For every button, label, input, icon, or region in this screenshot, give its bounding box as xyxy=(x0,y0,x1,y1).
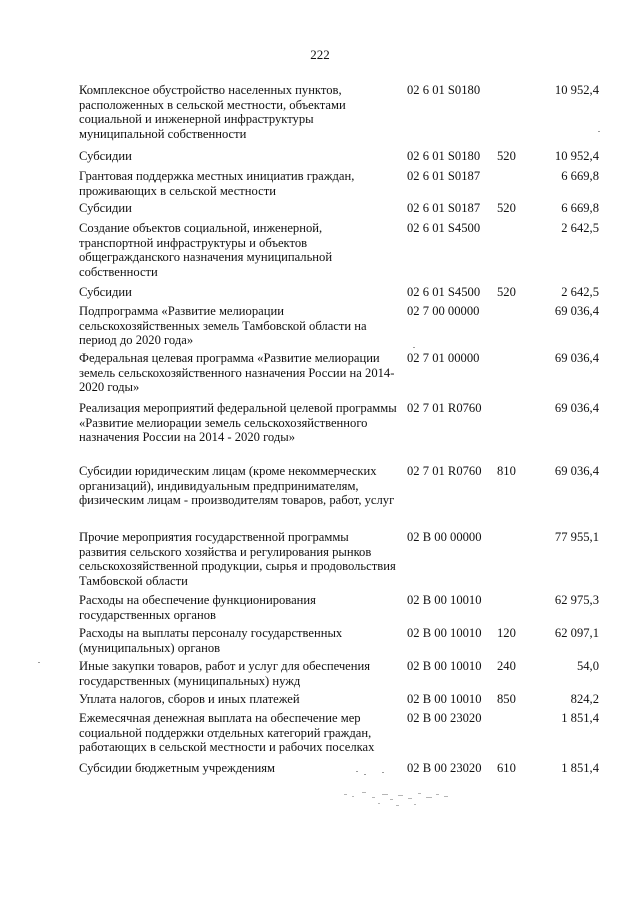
row-code: 02 7 01 R0760 xyxy=(407,401,482,415)
row-description: Прочие мероприятия государственной программы развития сельского хозяйства и регулирования рынков сельскохозяйственной продукции, сырья и продовольствия Тамбовской области xyxy=(79,530,396,588)
row-expense-type: 520 xyxy=(497,149,516,163)
row-expense-type: 520 xyxy=(497,201,516,215)
row-amount: 69 036,4 xyxy=(554,401,599,415)
row-expense-type: 810 xyxy=(497,464,516,478)
row-code: 02 7 01 R0760 xyxy=(407,464,482,478)
scan-speck xyxy=(364,774,366,775)
scan-speck xyxy=(598,131,600,132)
scan-speck xyxy=(356,771,358,772)
row-code: 02 6 01 S4500 xyxy=(407,285,481,299)
row-description: Реализация мероприятий федеральной целевой программы «Развитие мелиорации земель сельскохозяйственного назначения России на 2014 - 2020 годы» xyxy=(79,401,397,444)
row-amount: 10 952,4 xyxy=(554,83,599,97)
row-description: Грантовая поддержка местных инициатив граждан, проживающих в сельской местности xyxy=(79,169,355,198)
row-description: Ежемесячная денежная выплата на обеспечение мер социальной поддержки отдельных категорий граждан, работающих в сельской местности и рабочих поселках xyxy=(79,711,375,754)
row-description: Субсидии юридическим лицам (кроме некоммерческих организаций), индивидуальным предпринимателям, физическим лицам - производителям товаров, работ, услуг xyxy=(79,464,395,507)
row-description: Субсидии бюджетным учреждениям xyxy=(79,761,275,775)
row-amount: 69 036,4 xyxy=(554,464,599,478)
row-expense-type: 520 xyxy=(497,285,516,299)
row-description: Расходы на обеспечение функционирования государственных органов xyxy=(79,593,316,622)
page-number: 222 xyxy=(310,47,330,62)
row-amount: 1 851,4 xyxy=(561,711,599,725)
row-description: Уплата налогов, сборов и иных платежей xyxy=(79,692,300,706)
row-amount: 2 642,5 xyxy=(561,221,599,235)
row-code: 02 В 00 10010 xyxy=(407,692,482,706)
row-code: 02 6 01 S0187 xyxy=(407,201,481,215)
row-amount: 824,2 xyxy=(570,692,599,706)
row-expense-type: 120 xyxy=(497,626,516,640)
row-description: Субсидии xyxy=(79,149,132,163)
row-amount: 10 952,4 xyxy=(554,149,599,163)
row-description: Субсидии xyxy=(79,285,132,299)
row-amount: 62 097,1 xyxy=(554,626,599,640)
row-amount: 77 955,1 xyxy=(554,530,599,544)
row-description: Федеральная целевая программа «Развитие мелиорации земель сельскохозяйственного назначения России на 2014-2020 годы» xyxy=(79,351,395,394)
row-amount: 54,0 xyxy=(576,659,599,673)
row-code: 02 6 01 S0187 xyxy=(407,169,481,183)
scan-speck xyxy=(38,662,40,663)
row-description: Иные закупки товаров, работ и услуг для обеспечения государственных (муниципальных) нужд xyxy=(79,659,371,688)
row-code: 02 6 01 S4500 xyxy=(407,221,481,235)
row-code: 02 7 01 00000 xyxy=(407,351,480,365)
row-amount: 6 669,8 xyxy=(561,201,599,215)
scan-speck xyxy=(382,772,384,773)
row-description: Подпрограмма «Развитие мелиорации сельскохозяйственных земель Тамбовской области на период до 2020 года» xyxy=(79,304,367,347)
row-amount: 62 975,3 xyxy=(554,593,599,607)
row-code: 02 В 00 00000 xyxy=(407,530,482,544)
row-description: Субсидии xyxy=(79,201,132,215)
row-code: 02 В 00 10010 xyxy=(407,593,482,607)
row-code: 02 В 00 10010 xyxy=(407,659,482,673)
row-code: 02 6 01 S0180 xyxy=(407,149,481,163)
row-amount: 1 851,4 xyxy=(561,761,599,775)
row-expense-type: 240 xyxy=(497,659,516,673)
row-code: 02 В 00 10010 xyxy=(407,626,482,640)
row-amount: 69 036,4 xyxy=(554,351,599,365)
row-expense-type: 610 xyxy=(497,761,516,775)
row-amount: 6 669,8 xyxy=(561,169,599,183)
row-code: 02 В 00 23020 xyxy=(407,711,482,725)
row-description: Создание объектов социальной, инженерной, транспортной инфраструктуры и объектов общегражданского назначения муниципальной собственности xyxy=(79,221,333,279)
row-code: 02 В 00 23020 xyxy=(407,761,482,775)
row-amount: 2 642,5 xyxy=(561,285,599,299)
row-amount: 69 036,4 xyxy=(554,304,599,318)
row-code: 02 6 01 S0180 xyxy=(407,83,481,97)
row-code: 02 7 00 00000 xyxy=(407,304,480,318)
scan-speck xyxy=(413,347,415,348)
row-description: Расходы на выплаты персоналу государственных (муниципальных) органов xyxy=(79,626,343,655)
faint-stamp-mark xyxy=(338,788,458,812)
row-expense-type: 850 xyxy=(497,692,516,706)
row-description: Комплексное обустройство населенных пунктов, расположенных в сельской местности, объектами социальной и инженерной инфраструктуры муниципальной собственности xyxy=(79,83,346,141)
